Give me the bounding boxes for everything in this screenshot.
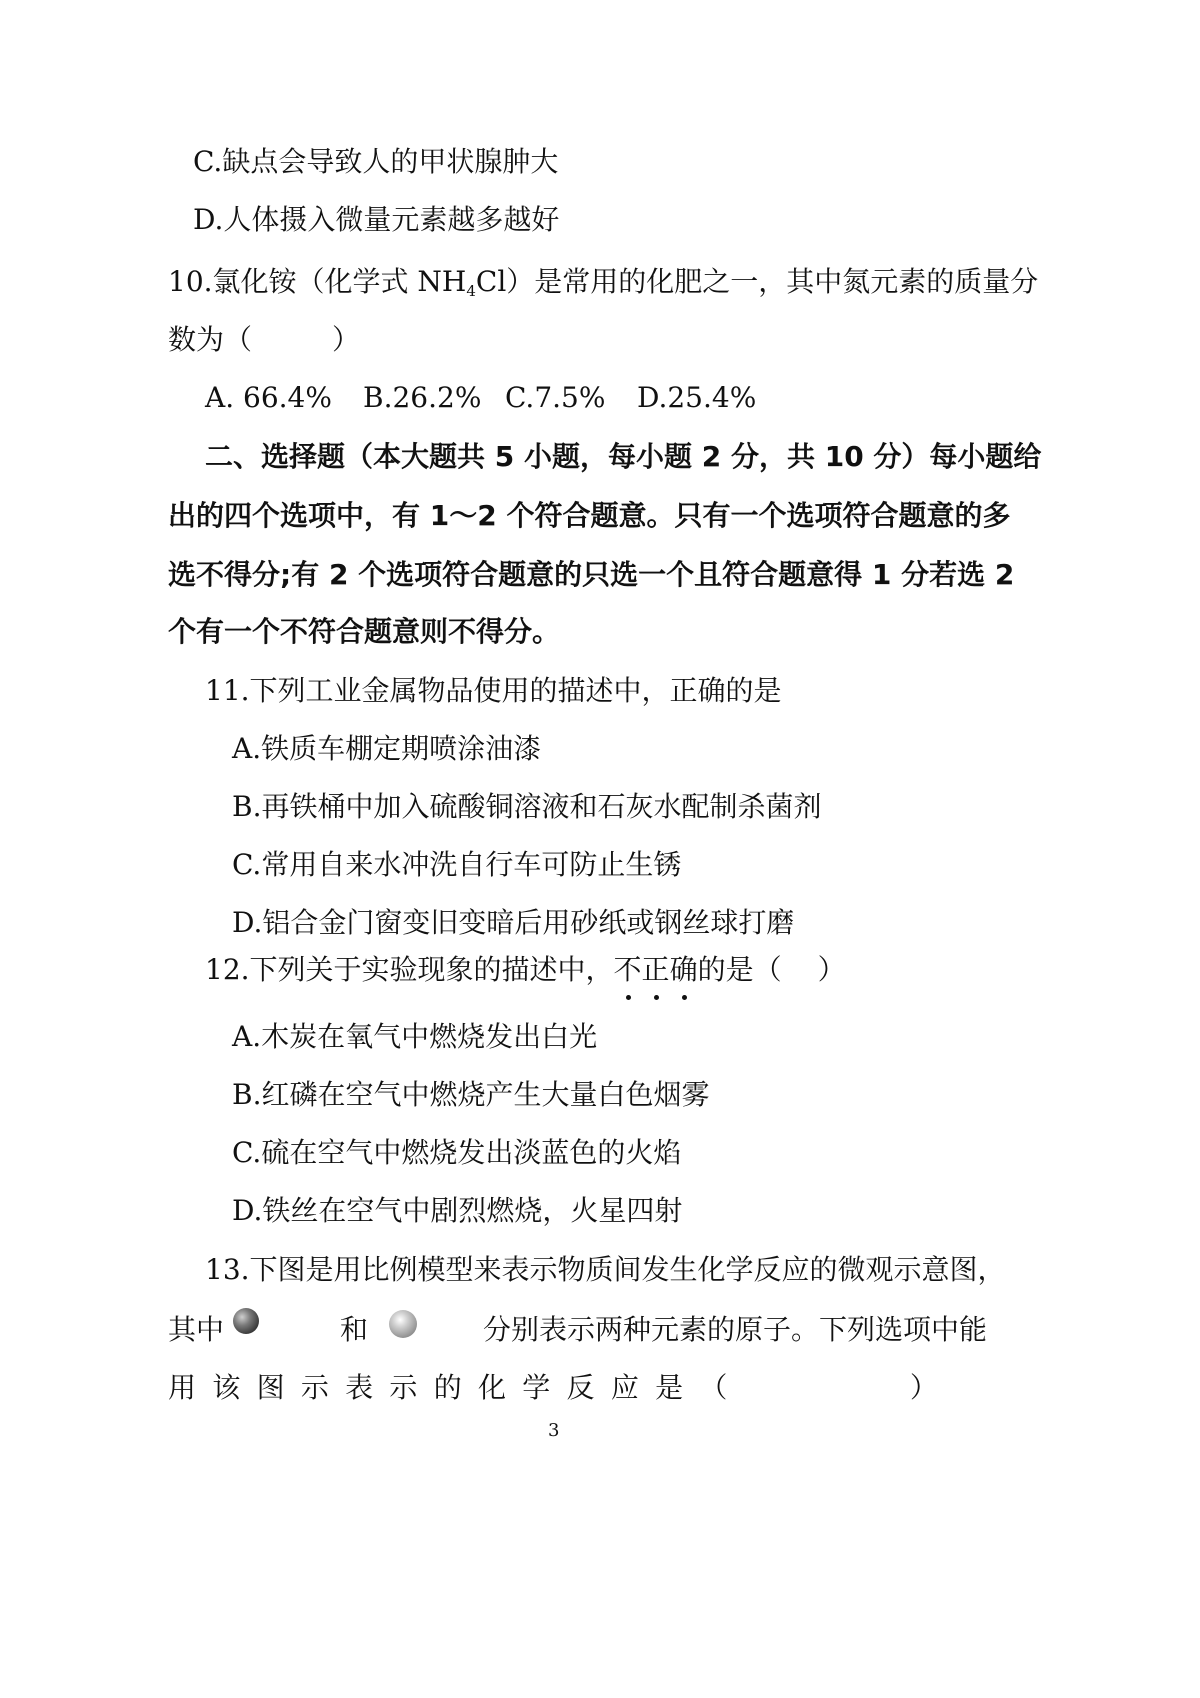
q10-option-b: B.26.2% xyxy=(363,381,482,414)
q12-stem-suffix: 的是（ xyxy=(697,953,782,986)
q12-option-a: A.木炭在氧气中燃烧发出白光 xyxy=(232,1020,598,1053)
q10-stem-subscript: 4 xyxy=(466,282,476,300)
q13-line3-char: 化 xyxy=(477,1371,506,1404)
section2-line3: 选不得分;有 2 个选项符合题意的只选一个且符合题意得 1 分若选 2 xyxy=(168,558,1015,591)
q13-line3-char: 的 xyxy=(433,1371,462,1404)
q12-emphasis-char: 不 xyxy=(614,950,642,990)
q10-stem-part1: 10.氯化铵（化学式 NH xyxy=(168,265,467,298)
q13-line3-char: 反 xyxy=(566,1371,595,1404)
dark-atom-icon xyxy=(233,1308,259,1334)
q10-option-d: D.25.4% xyxy=(637,381,757,414)
section2-line2: 出的四个选项中，有 1～2 个符合题意。只有一个选项符合题意的多 xyxy=(168,499,1011,532)
q11-option-c: C.常用自来水冲洗自行车可防止生锈 xyxy=(232,848,682,881)
q10-option-c: C.7.5% xyxy=(505,381,606,414)
q12-stem-prefix: 12.下列关于实验现象的描述中， xyxy=(205,953,614,986)
q13-line3-char: 应 xyxy=(610,1371,639,1404)
q12-option-b: B.红磷在空气中燃烧产生大量白色烟雾 xyxy=(232,1078,710,1111)
q12-stem xyxy=(205,950,846,990)
q11-option-a: A.铁质车棚定期喷涂油漆 xyxy=(232,732,542,765)
q12-option-d: D.铁丝在空气中剧烈燃烧，火星四射 xyxy=(232,1194,683,1227)
q9-option-c: C.缺点会导致人的甲状腺肿大 xyxy=(193,145,559,178)
q13-line3-char: 示 xyxy=(300,1371,329,1404)
q13-answer-paren-close: ） xyxy=(909,1371,938,1404)
q13-stem-line2-c: 分别表示两种元素的原子。下列选项中能 xyxy=(483,1313,988,1346)
q13-stem-line3 xyxy=(168,1368,938,1408)
q13-line3-char: （ xyxy=(699,1371,728,1404)
q13-line3-char: 用 xyxy=(168,1371,197,1404)
q11-stem: 11.下列工业金属物品使用的描述中，正确的是 xyxy=(205,674,782,707)
q13-line3-char: 图 xyxy=(256,1371,285,1404)
q13-line3-char: 学 xyxy=(522,1371,551,1404)
q11-option-b: B.再铁桶中加入硫酸铜溶液和石灰水配制杀菌剂 xyxy=(232,790,822,823)
q10-answer-paren-close: ） xyxy=(332,323,361,356)
q13-stem-line1: 13.下图是用比例模型来表示物质间发生化学反应的微观示意图， xyxy=(205,1253,1006,1286)
q13-stem-line2-b: 和 xyxy=(340,1313,369,1346)
q10-stem xyxy=(168,262,1038,311)
q13-line3-char: 是 xyxy=(655,1371,684,1404)
q12-answer-paren-close: ） xyxy=(817,953,846,986)
page-number: 3 xyxy=(548,1420,560,1441)
light-atom-icon xyxy=(389,1310,417,1338)
q13-line3-char: 该 xyxy=(212,1371,241,1404)
q13-line3-char: 示 xyxy=(389,1371,418,1404)
q13-stem-line2-a: 其中 xyxy=(168,1313,225,1346)
q13-line3-char: 表 xyxy=(345,1371,374,1404)
q10-stem-line2 xyxy=(168,320,360,360)
q9-option-d: D.人体摄入微量元素越多越好 xyxy=(193,203,560,236)
q11-option-d: D.铝合金门窗变旧变暗后用砂纸或钢丝球打磨 xyxy=(232,906,795,939)
q12-emphasis-char: 正 xyxy=(642,950,670,990)
section2-line4: 个有一个不符合题意则不得分。 xyxy=(168,615,561,648)
q10-stem-line2-text: 数为（ xyxy=(168,323,253,356)
q10-stem-part2: Cl）是常用的化肥之一，其中氮元素的质量分 xyxy=(475,265,1039,298)
q12-option-c: C.硫在空气中燃烧发出淡蓝色的火焰 xyxy=(232,1136,682,1169)
q12-emphasis-char: 确 xyxy=(670,950,698,990)
q10-option-a: A. 66.4% xyxy=(205,381,332,414)
section2-line1: 二、选择题（本大题共 5 小题，每小题 2 分，共 10 分）每小题给 xyxy=(205,440,1042,473)
q10-options xyxy=(205,378,756,418)
